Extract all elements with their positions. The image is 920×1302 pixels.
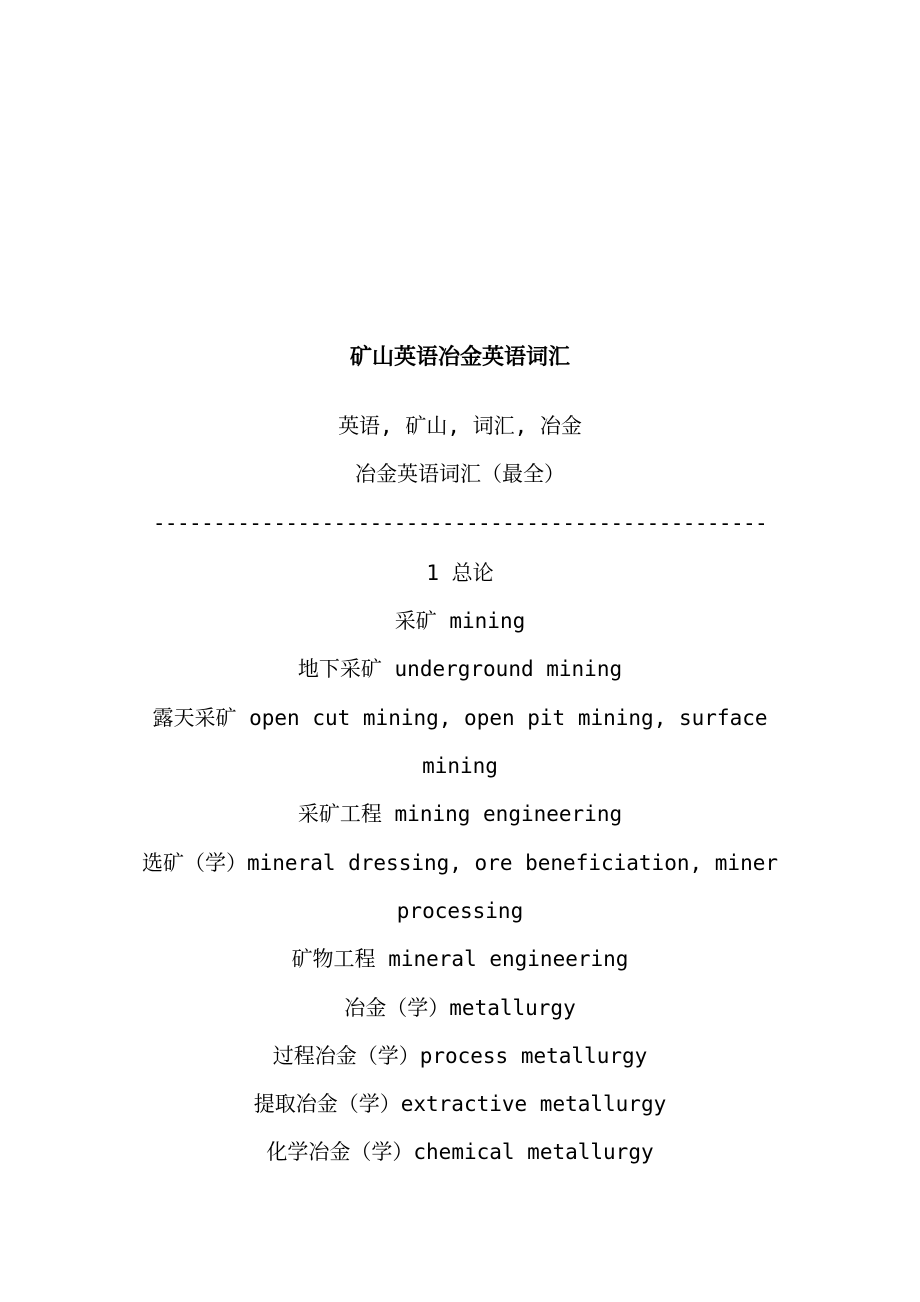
glossary-entry: 露天采矿 open cut mining, open pit mining, surface mining [152, 705, 768, 779]
document-title: 矿山英语冶金英语词汇 [349, 344, 570, 370]
glossary-entry: 矿物工程 mineral engineering [291, 947, 629, 972]
glossary-entry: 采矿工程 mining engineering [297, 802, 623, 827]
document-subtitle: 冶金英语词汇（最全） [355, 462, 565, 487]
glossary-entry: 过程冶金（学）process metallurgy [272, 1043, 648, 1068]
glossary-entry: 选矿（学）mineral dressing, ore beneficiation, miner processing [141, 850, 778, 923]
glossary-entry: 采矿 mining [394, 609, 526, 634]
glossary-entry: 地下采矿 underground mining [297, 657, 623, 682]
glossary-entry: 提取冶金（学）extractive metallurgy [253, 1092, 667, 1117]
glossary-entry: 冶金（学）metallurgy [344, 995, 576, 1020]
document-keywords: 英语, 矿山, 词汇, 冶金 [338, 414, 582, 438]
glossary-entry: 化学冶金（学）chemical metallurgy [266, 1140, 654, 1165]
divider-line: --------------------------------------------------- [152, 510, 768, 535]
section-heading: 1 总论 [426, 560, 494, 585]
document-body [135, 332, 785, 1177]
